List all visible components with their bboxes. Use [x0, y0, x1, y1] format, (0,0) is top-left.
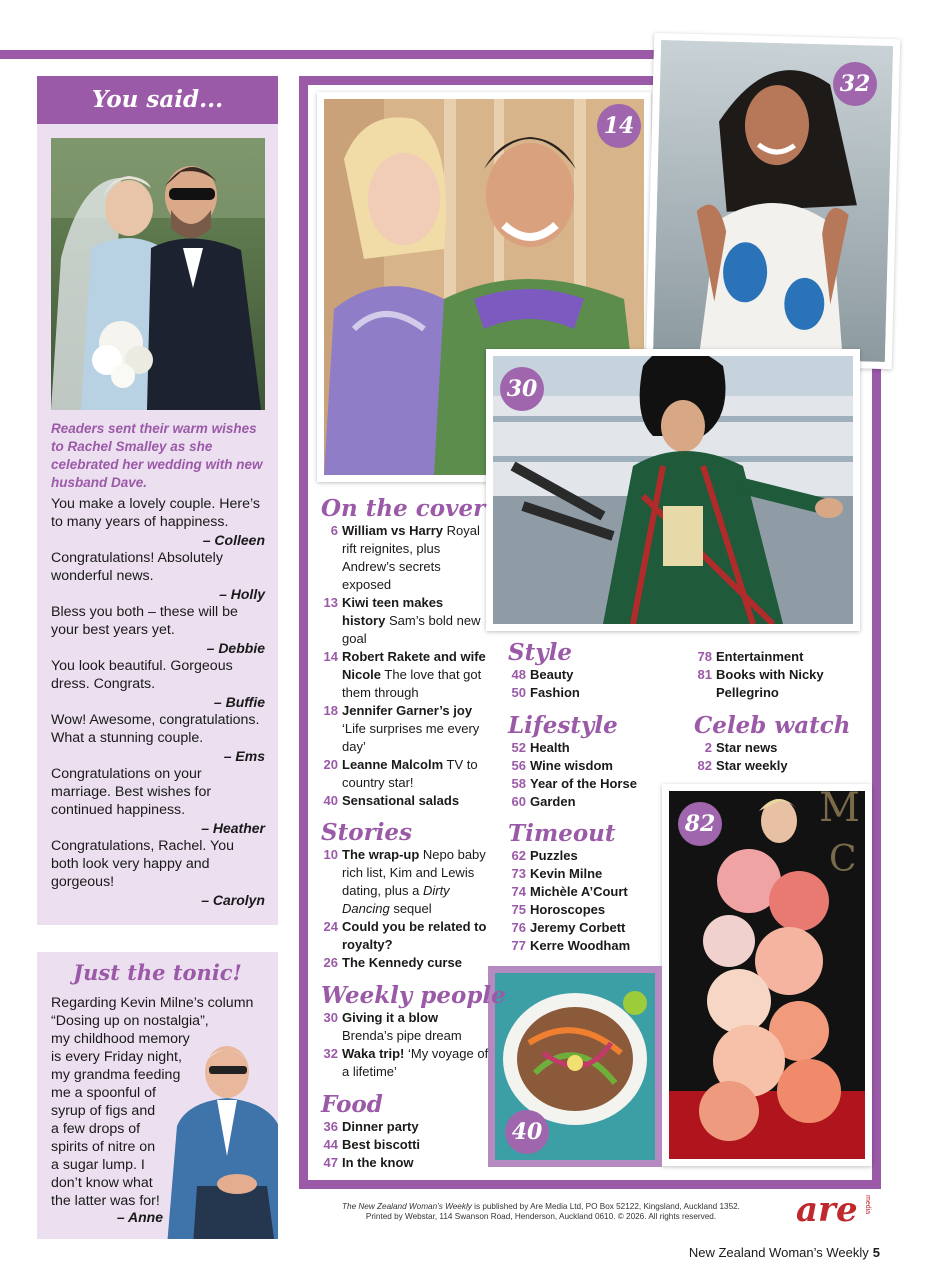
entry-page: 10 — [323, 847, 338, 862]
contents-entry[interactable] — [320, 1118, 490, 1136]
tonic-line: my childhood memory — [51, 1031, 190, 1047]
entry-page: 81 — [697, 667, 712, 682]
contents-entry[interactable] — [320, 846, 490, 918]
reader-comment — [51, 765, 265, 837]
comment-author: – Buffie — [213, 694, 265, 710]
entry-page: 24 — [323, 919, 338, 934]
entry-page: 50 — [511, 685, 526, 700]
contents-entry[interactable] — [320, 918, 490, 954]
entry-title: Michèle A’Court — [530, 884, 628, 899]
entry-page: 76 — [511, 920, 526, 935]
contents-entry[interactable] — [508, 919, 683, 937]
tonic-line: spirits of nitre on — [51, 1139, 156, 1155]
entry-page: 14 — [323, 649, 338, 664]
entry-page: 56 — [511, 758, 526, 773]
contents-entry[interactable] — [320, 1009, 490, 1045]
entry-page: 58 — [511, 776, 526, 791]
tonic-author: – Anne — [116, 1209, 163, 1225]
contents-entry[interactable] — [320, 954, 490, 972]
tonic-line: my grandma feeding — [51, 1067, 181, 1083]
reader-comment — [51, 657, 265, 711]
entry-page: 48 — [511, 667, 526, 682]
top-accent-bar — [0, 50, 660, 59]
entry-title: Garden — [530, 794, 576, 809]
entry-page: 78 — [697, 649, 712, 664]
tonic-line: “Dosing up on nostalgia”, — [51, 1013, 209, 1029]
entry-page: 26 — [323, 955, 338, 970]
contents-entry[interactable] — [320, 702, 490, 756]
reader-comment — [51, 711, 265, 765]
page-badge-32: 32 — [833, 62, 877, 106]
section-title-food: Food — [321, 1091, 383, 1118]
entry-page: 62 — [511, 848, 526, 863]
tonic-line: a few drops of — [51, 1121, 141, 1137]
entry-page: 36 — [323, 1119, 338, 1134]
contents-entry[interactable] — [508, 757, 683, 775]
entry-title: Beauty — [530, 667, 574, 682]
comment-text: Congratulations on your marriage. Best wishes for continued happiness. — [51, 766, 212, 818]
tonic-line: the latter was for! — [51, 1193, 160, 1209]
weekly-people-list — [320, 1009, 490, 1081]
entry-page: 6 — [330, 523, 338, 538]
contents-entry[interactable] — [320, 1136, 490, 1154]
entry-title: Kerre Woodham — [530, 938, 631, 953]
entry-title: Entertainment — [716, 649, 804, 664]
entry-desc: ‘Life surprises me every day’ — [342, 721, 480, 754]
comment-text: Bless you both – these will be your best years yet. — [51, 604, 238, 638]
stories-list — [320, 846, 490, 972]
contents-entry[interactable] — [320, 594, 490, 648]
entry-title: Fashion — [530, 685, 580, 700]
section-title-on-the-cover: On the cover — [321, 495, 486, 522]
entry-title: Star news — [716, 740, 778, 755]
section-title-style: Style — [508, 639, 572, 666]
entry-page: 20 — [323, 757, 338, 772]
lifestyle-list — [508, 739, 683, 811]
entry-page: 18 — [323, 703, 338, 718]
entry-page: 47 — [323, 1155, 338, 1170]
misc-list — [694, 648, 854, 702]
section-title-timeout: Timeout — [508, 820, 616, 847]
comment-author: – Colleen — [202, 532, 265, 548]
entry-page: 2 — [704, 740, 712, 755]
svg-text:C: C — [829, 839, 857, 880]
entry-page: 74 — [511, 884, 526, 899]
celeb-watch-list — [694, 739, 854, 775]
tonic-line: Regarding Kevin Milne’s column — [51, 995, 254, 1011]
comment-text: You look beautiful. Gorgeous dress. Congrats. — [51, 658, 233, 692]
timeout-list — [508, 847, 683, 955]
comment-text: Congratulations, Rachel. You both look very happy and gorgeous! — [51, 838, 234, 890]
entry-page: 44 — [323, 1137, 338, 1152]
contents-entry[interactable] — [320, 1045, 490, 1081]
comment-text: Wow! Awesome, congratulations. What a stunning couple. — [51, 712, 260, 746]
entry-title: Best biscotti — [342, 1137, 421, 1152]
kevin-milne-photo — [167, 1036, 278, 1239]
entry-title: Puzzles — [530, 848, 578, 863]
entry-title: Jeremy Corbett — [530, 920, 626, 935]
comment-author: – Heather — [201, 820, 265, 836]
contents-entry[interactable] — [508, 865, 683, 883]
comment-author: – Debbie — [206, 640, 265, 656]
folio-page-number: 5 — [872, 1245, 880, 1260]
folio-magazine: New Zealand Woman’s Weekly — [688, 1245, 869, 1260]
entry-title: Sensational salads — [342, 793, 460, 808]
contents-entry[interactable] — [508, 775, 683, 793]
wedding-photo — [51, 138, 265, 410]
svg-text:M: M — [819, 791, 860, 831]
just-the-tonic-panel — [37, 952, 278, 1239]
contents-entry[interactable] — [694, 739, 854, 757]
entry-title: Waka trip! — [342, 1046, 405, 1061]
are-media-logo-sub: media — [864, 1195, 871, 1215]
tonic-line: syrup of figs and — [51, 1103, 156, 1119]
you-said-intro: Readers sent their warm wishes to Rachel Smalley as she celebrated her wedding with new husband Dave. — [51, 421, 263, 490]
contents-entry[interactable] — [508, 684, 683, 702]
entry-title: The Kennedy curse — [342, 955, 462, 970]
contents-entry[interactable] — [508, 666, 683, 684]
entry-desc: ‘My voyage of a lifetime’ — [342, 1046, 489, 1079]
contents-entry[interactable] — [320, 792, 490, 810]
comment-author: – Holly — [219, 586, 265, 602]
contents-entry[interactable] — [508, 937, 683, 955]
entry-title: Kevin Milne — [530, 866, 603, 881]
contents-entry[interactable] — [320, 756, 490, 792]
tonic-title: Just the tonic! — [73, 960, 242, 985]
entry-desc: Brenda’s pipe dream — [342, 1028, 462, 1043]
entry-title: In the know — [342, 1155, 414, 1170]
reader-comment — [51, 603, 265, 657]
contents-entry[interactable] — [694, 757, 854, 775]
section-title-stories: Stories — [321, 819, 413, 846]
entry-page: 13 — [323, 595, 338, 610]
entry-title: Jennifer Garner’s joy — [342, 703, 473, 718]
entry-desc-end: sequel — [393, 901, 432, 916]
tonic-line: me a spoonful of — [51, 1085, 156, 1101]
contents-entry[interactable] — [508, 847, 683, 865]
comment-text: Congratulations! Absolutely wonderful news. — [51, 550, 223, 584]
imprint-line-2: Printed by Webstar, 114 Swanson Road, Henderson, Auckland 0610. © 2026. All rights reserved. — [365, 1212, 717, 1221]
entry-page: 60 — [511, 794, 526, 809]
entry-title: Wine wisdom — [530, 758, 613, 773]
contents-entry[interactable] — [320, 522, 490, 594]
page-badge-14: 14 — [597, 104, 641, 148]
entry-title: The wrap-up — [342, 847, 420, 862]
publisher-imprint — [336, 1202, 746, 1222]
entry-desc: TV to country star! — [342, 757, 478, 790]
page-folio — [689, 1245, 880, 1260]
contents-entry[interactable] — [694, 648, 854, 666]
entry-page: 32 — [323, 1046, 338, 1061]
food-list — [320, 1118, 490, 1172]
entry-page: 77 — [511, 938, 526, 953]
contents-entry[interactable] — [508, 883, 683, 901]
entry-title: Horoscopes — [530, 902, 606, 917]
page-badge-30: 30 — [500, 367, 544, 411]
entry-title: Dinner party — [342, 1119, 419, 1134]
section-title-celeb-watch: Celeb watch — [694, 712, 851, 739]
reader-comment — [51, 495, 265, 549]
entry-page: 52 — [511, 740, 526, 755]
entry-title: Giving it a blow — [342, 1010, 439, 1025]
tonic-line: a sugar lump. I — [51, 1157, 145, 1173]
page-badge-40: 40 — [505, 1110, 549, 1154]
contents-entry[interactable] — [694, 666, 854, 702]
contents-entry[interactable] — [508, 793, 683, 811]
entry-title: William vs Harry — [342, 523, 444, 538]
imprint-title: The New Zealand Woman’s Weekly — [342, 1202, 472, 1211]
tonic-line: don’t know what — [51, 1175, 153, 1191]
style-list — [508, 666, 683, 702]
entry-page: 75 — [511, 902, 526, 917]
reader-comment — [51, 549, 265, 603]
comment-text: You make a lovely couple. Here’s to many years of happiness. — [51, 496, 260, 530]
entry-title: Health — [530, 740, 570, 755]
section-title-weekly-people: Weekly people — [321, 982, 506, 1009]
on-the-cover-list — [320, 522, 490, 810]
entry-desc: The love that got them through — [342, 667, 482, 700]
entry-desc: Royal rift reignites, plus Andrew’s secrets exposed — [342, 523, 480, 592]
entry-title: Robert Rakete and wife Nicole — [342, 649, 486, 682]
contents-entry[interactable] — [320, 1154, 490, 1172]
entry-title: Star weekly — [716, 758, 788, 773]
entry-title: Books with Nicky Pellegrino — [716, 667, 824, 700]
contents-entry[interactable] — [508, 739, 683, 757]
entry-page: 30 — [323, 1010, 338, 1025]
entry-title: Kiwi teen makes history — [342, 595, 444, 628]
tonic-line: is every Friday night, — [51, 1049, 182, 1065]
entry-title: Year of the Horse — [530, 776, 637, 791]
contents-entry[interactable] — [320, 648, 490, 702]
contents-entry[interactable] — [508, 901, 683, 919]
reader-comment — [51, 837, 265, 909]
entry-page: 82 — [697, 758, 712, 773]
entry-page: 40 — [323, 793, 338, 808]
comment-author: – Ems — [223, 748, 265, 764]
section-title-lifestyle: Lifestyle — [508, 712, 618, 739]
entry-desc-italic: Dirty Dancing — [342, 883, 450, 916]
reader-comments — [51, 495, 265, 909]
comment-author: – Carolyn — [201, 892, 265, 908]
are-media-logo: are — [796, 1190, 858, 1230]
entry-desc: Sam’s bold new goal — [342, 613, 481, 646]
entry-title: Leanne Malcolm — [342, 757, 444, 772]
you-said-title: You said... — [37, 76, 278, 124]
you-said-panel — [37, 76, 278, 925]
entry-title: Could you be related to royalty? — [342, 919, 487, 952]
entry-desc: Nepo baby rich list, Kim and Lewis dating, plus a — [342, 847, 486, 898]
entry-page: 73 — [511, 866, 526, 881]
page-badge-82: 82 — [678, 802, 722, 846]
imprint-line-1: is published by Are Media Ltd, PO Box 52122, Kingsland, Auckland 1352. — [474, 1202, 740, 1211]
